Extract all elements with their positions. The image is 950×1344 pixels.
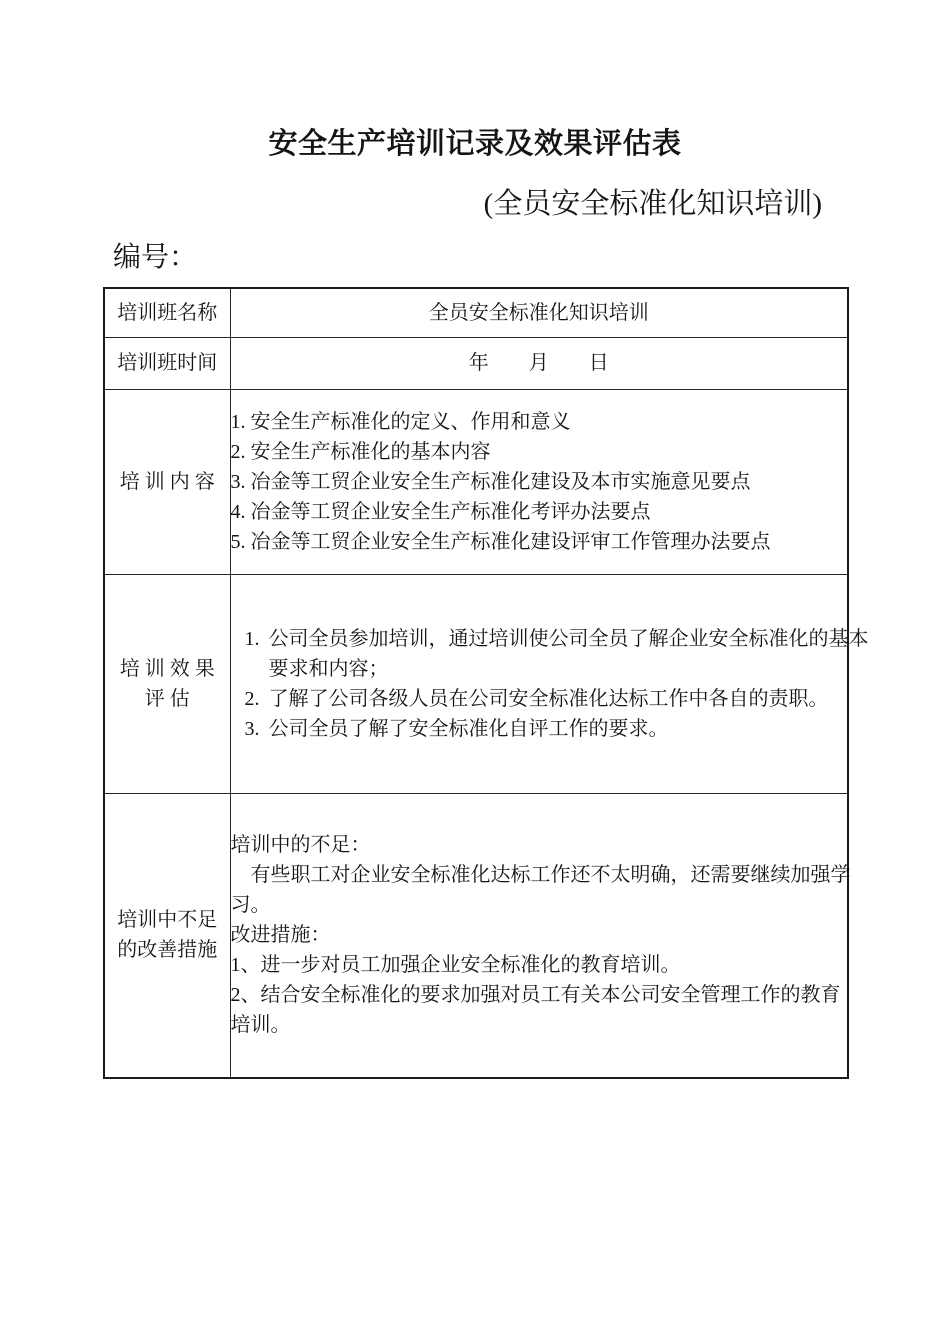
row-label-line: 培训中不足 xyxy=(117,909,218,932)
row-label-cell xyxy=(104,793,230,1078)
row-label-cell xyxy=(104,389,230,574)
row-label-cell xyxy=(104,574,230,793)
item-text xyxy=(269,624,869,684)
page-subtitle: (全员安全标准化知识培训) xyxy=(483,188,822,220)
training-content-list xyxy=(231,407,848,557)
item-number: 3. xyxy=(244,717,260,740)
measures-line: 有些职工对企业安全标准化达标工作还不太明确，还需要继续加强学 xyxy=(230,864,851,887)
row-label: 培训班时间 xyxy=(117,352,218,374)
table-row-effect-evaluation xyxy=(104,574,848,793)
training-record-table xyxy=(103,287,869,1079)
serial-number-label: 编号： xyxy=(113,242,198,273)
evaluation-item xyxy=(243,684,848,714)
measures-line: 培训。 xyxy=(230,1014,291,1037)
content-line: 4. 冶金等工贸企业安全生产标准化考评办法要点 xyxy=(230,500,651,523)
class-name-value: 全员安全标准化知识培训 xyxy=(230,288,848,337)
improvement-measures-cell xyxy=(230,793,851,1078)
item-number: 2. xyxy=(244,687,260,710)
item-number: 1. xyxy=(244,627,260,650)
item-line: 要求和内容； xyxy=(268,657,389,680)
row-label-line: 培训效果 xyxy=(119,657,220,680)
table-row-class-time xyxy=(104,337,848,389)
class-time-value: 年 月 日 xyxy=(230,337,848,389)
measures-line: 培训中的不足： xyxy=(230,834,371,857)
measures-line: 习。 xyxy=(230,894,271,917)
item-line: 了解了公司各级人员在公司安全标准化达标工作中各自的责职。 xyxy=(268,687,829,710)
measures-line: 1、进一步对员工加强企业安全标准化的教育培训。 xyxy=(230,954,681,977)
content-line: 5. 冶金等工贸企业安全生产标准化建设评审工作管理办法要点 xyxy=(230,530,771,553)
item-line: 公司全员参加培训，通过培训使公司全员了解企业安全标准化的基本 xyxy=(268,627,869,650)
item-text xyxy=(269,714,848,744)
measures-line: 2、结合安全标准化的要求加强对员工有关本公司安全管理工作的教育 xyxy=(230,984,841,1007)
content-line: 3. 冶金等工贸企业安全生产标准化建设及本市实施意见要点 xyxy=(230,470,751,493)
table-row-improvement-measures xyxy=(104,793,848,1078)
row-label-line: 的改善措施 xyxy=(117,939,218,962)
content-line: 1. 安全生产标准化的定义、作用和意义 xyxy=(230,410,571,433)
page-title: 安全生产培训记录及效果评估表 xyxy=(268,128,682,160)
measures-line: 改进措施： xyxy=(230,924,331,947)
row-label: 培训班名称 xyxy=(117,301,218,324)
row-label-cell xyxy=(104,288,230,337)
evaluation-item xyxy=(243,714,848,744)
table-row-training-content xyxy=(104,389,848,574)
row-label-line: 评估 xyxy=(144,687,195,710)
table-row-class-name xyxy=(104,288,848,337)
content-line: 2. 安全生产标准化的基本内容 xyxy=(230,440,491,463)
evaluation-item xyxy=(243,624,869,684)
effect-evaluation-cell xyxy=(230,574,869,793)
row-label: 培训内容 xyxy=(119,470,220,493)
improvement-measures-text xyxy=(230,830,851,1040)
item-text xyxy=(269,684,848,714)
training-content-cell xyxy=(230,389,848,574)
item-line: 公司全员了解了安全标准化自评工作的要求。 xyxy=(268,717,669,740)
row-label-cell xyxy=(104,337,230,389)
